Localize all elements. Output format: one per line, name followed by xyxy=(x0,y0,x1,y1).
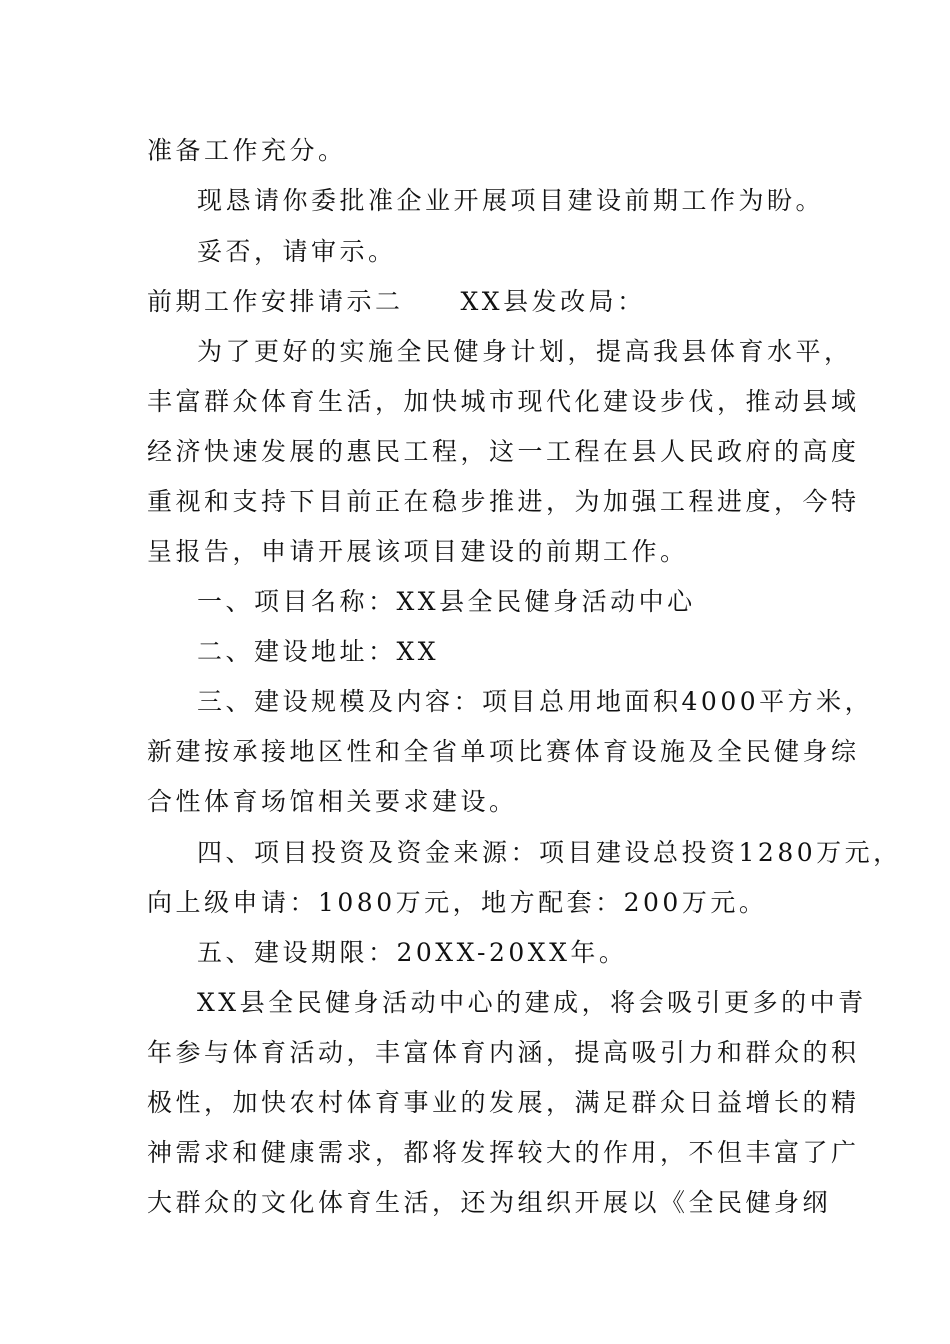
text-line: 合性体育场馆相关要求建设。 xyxy=(147,787,518,816)
text-line: 极性，加快农村体育事业的发展，满足群众日益增长的精 xyxy=(147,1088,860,1117)
text-line: 大群众的文化体育生活，还为组织开展以《全民健身纲 xyxy=(147,1188,832,1217)
text-line: 三、建设规模及内容：项目总用地面积4000平方米， xyxy=(197,687,874,716)
text-line: 准备工作充分。 xyxy=(147,136,347,165)
text-line: 四、项目投资及资金来源：项目建设总投资1280万元， xyxy=(197,838,902,867)
text-line: 五、建设期限：20XX-20XX年。 xyxy=(197,938,628,967)
text-line: 为了更好的实施全民健身计划，提高我县体育水平， xyxy=(197,337,853,366)
text-line: 神需求和健康需求，都将发挥较大的作用，不但丰富了广 xyxy=(147,1138,860,1167)
text-line: 重视和支持下目前正在稳步推进，为加强工程进度，今特 xyxy=(147,487,860,516)
text-line: 一、项目名称：XX县全民健身活动中心 xyxy=(197,587,696,616)
text-line: 丰富群众体育生活，加快城市现代化建设步伐，推动县域 xyxy=(147,387,860,416)
text-line: 经济快速发展的惠民工程，这一工程在县人民政府的高度 xyxy=(147,437,860,466)
text-line: 向上级申请：1080万元，地方配套：200万元。 xyxy=(147,888,768,917)
text-line: 呈报告，申请开展该项目建设的前期工作。 xyxy=(147,537,689,566)
text-line: 二、建设地址：XX xyxy=(197,637,440,666)
text-line: 妥否，请审示。 xyxy=(197,237,397,266)
text-line: 现恳请你委批准企业开展项目建设前期工作为盼。 xyxy=(197,186,825,215)
text-line: 年参与体育活动，丰富体育内涵，提高吸引力和群众的积 xyxy=(147,1038,860,1067)
text-line: XX县全民健身活动中心的建成，将会吸引更多的中青 xyxy=(197,988,867,1017)
text-line: 新建按承接地区性和全省单项比赛体育设施及全民健身综 xyxy=(147,737,860,766)
text-line: 前期工作安排请示二 XX县发改局： xyxy=(147,287,646,316)
